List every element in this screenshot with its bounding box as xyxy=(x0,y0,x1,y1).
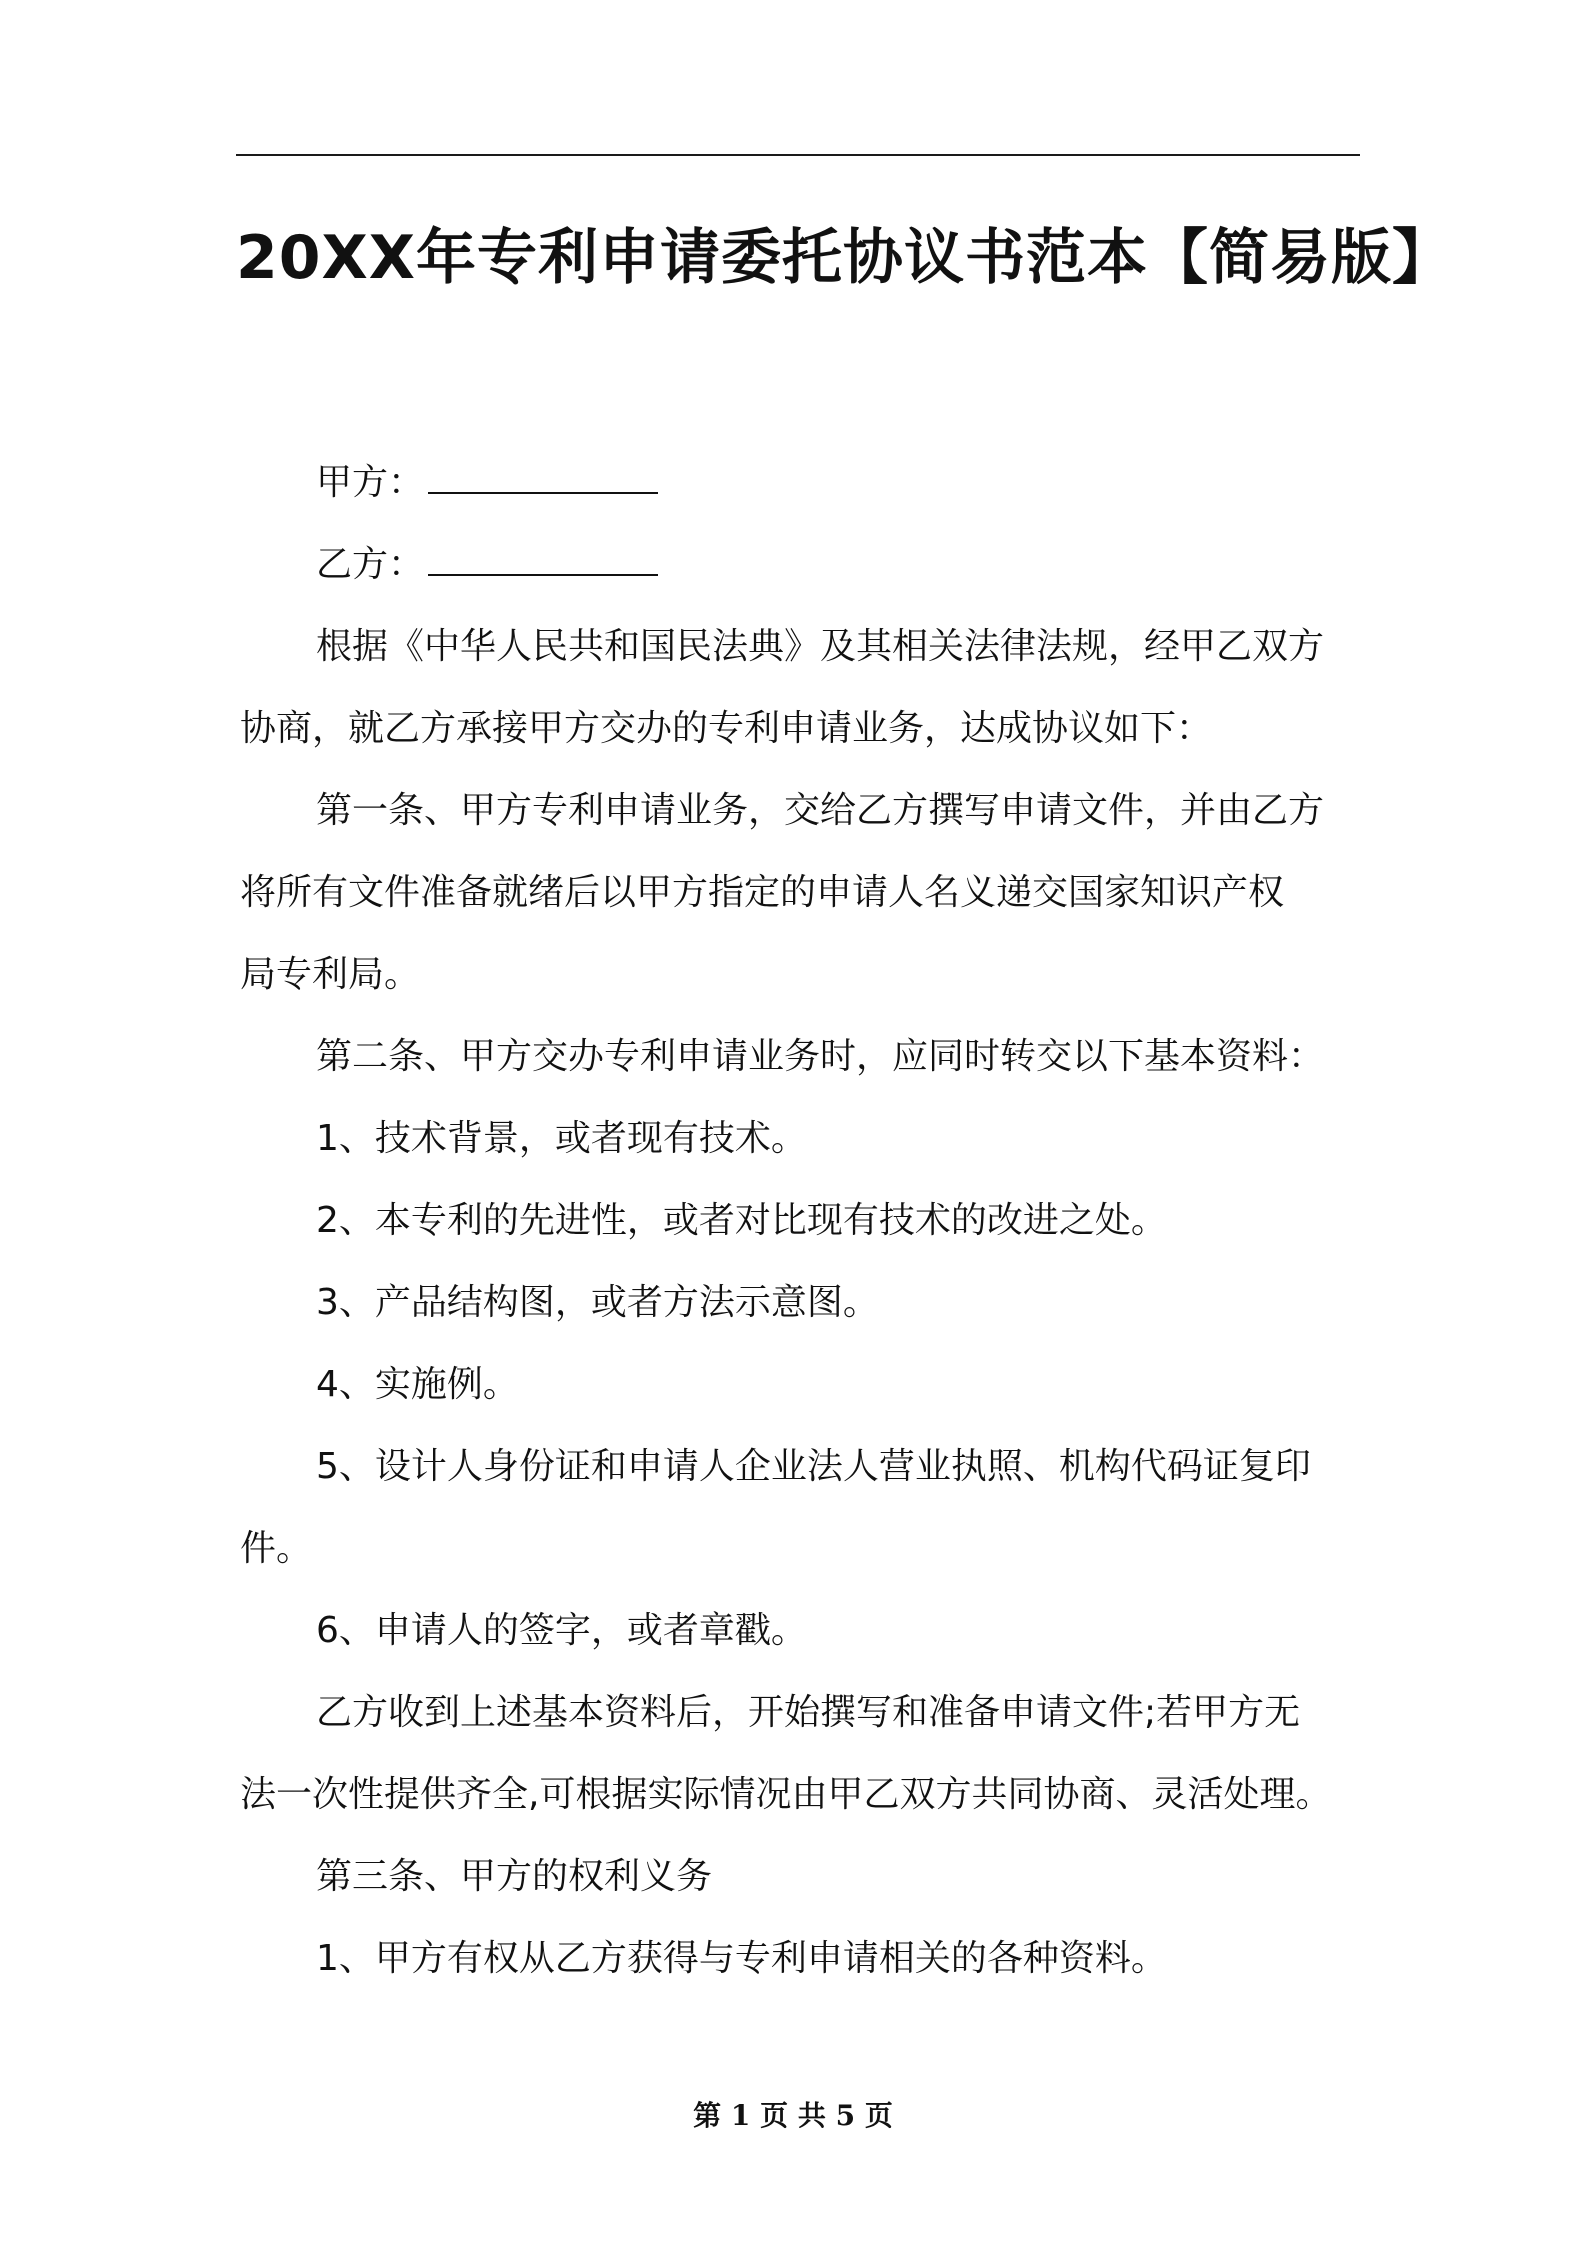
list-item: 1、技术背景，或者现有技术。 xyxy=(316,1118,807,1159)
list-item: 1、甲方有权从乙方获得与专利申请相关的各种资料。 xyxy=(316,1938,1167,1979)
paragraph-line: 第一条、甲方专利申请业务，交给乙方撰写申请文件，并由乙方 xyxy=(316,790,1325,831)
document-body xyxy=(240,442,1358,2000)
party-b-blank xyxy=(428,534,658,576)
paragraph-line: 乙方收到上述基本资料后，开始撰写和准备申请文件;若甲方无 xyxy=(316,1692,1301,1733)
party-a-label: 甲方： xyxy=(316,462,425,503)
paragraph-line: 第二条、甲方交办专利申请业务时，应同时转交以下基本资料： xyxy=(316,1036,1325,1077)
party-a-line xyxy=(240,442,1358,524)
party-a-blank xyxy=(428,452,658,494)
list-item: 5、设计人身份证和申请人企业法人营业执照、机构代码证复印 xyxy=(316,1446,1311,1487)
party-b-label: 乙方： xyxy=(316,544,425,585)
paragraph-line: 将所有文件准备就绪后以甲方指定的申请人名义递交国家知识产权 xyxy=(240,872,1285,913)
list-item: 4、实施例。 xyxy=(316,1364,519,1405)
paragraph-line: 根据《中华人民共和国民法典》及其相关法律法规，经甲乙双方 xyxy=(316,626,1325,667)
list-item-continuation: 件。 xyxy=(240,1528,313,1569)
paragraph-line: 协商，就乙方承接甲方交办的专利申请业务，达成协议如下： xyxy=(240,708,1213,749)
list-item: 2、本专利的先进性，或者对比现有技术的改进之处。 xyxy=(316,1200,1167,1241)
party-b-line xyxy=(240,524,1358,606)
document-title: 20XX年专利申请委托协议书范本【简易版】 xyxy=(236,223,1454,293)
list-item: 3、产品结构图，或者方法示意图。 xyxy=(316,1282,879,1323)
paragraph-line: 法一次性提供齐全,可根据实际情况由甲乙双方共同协商、灵活处理。 xyxy=(240,1774,1332,1815)
page-number: 第 1 页 共 5 页 xyxy=(693,2099,893,2132)
section-heading: 第三条、甲方的权利义务 xyxy=(316,1856,713,1897)
paragraph-line: 局专利局。 xyxy=(240,954,421,995)
header-rule xyxy=(236,154,1360,156)
list-item: 6、申请人的签字，或者章戳。 xyxy=(316,1610,807,1651)
